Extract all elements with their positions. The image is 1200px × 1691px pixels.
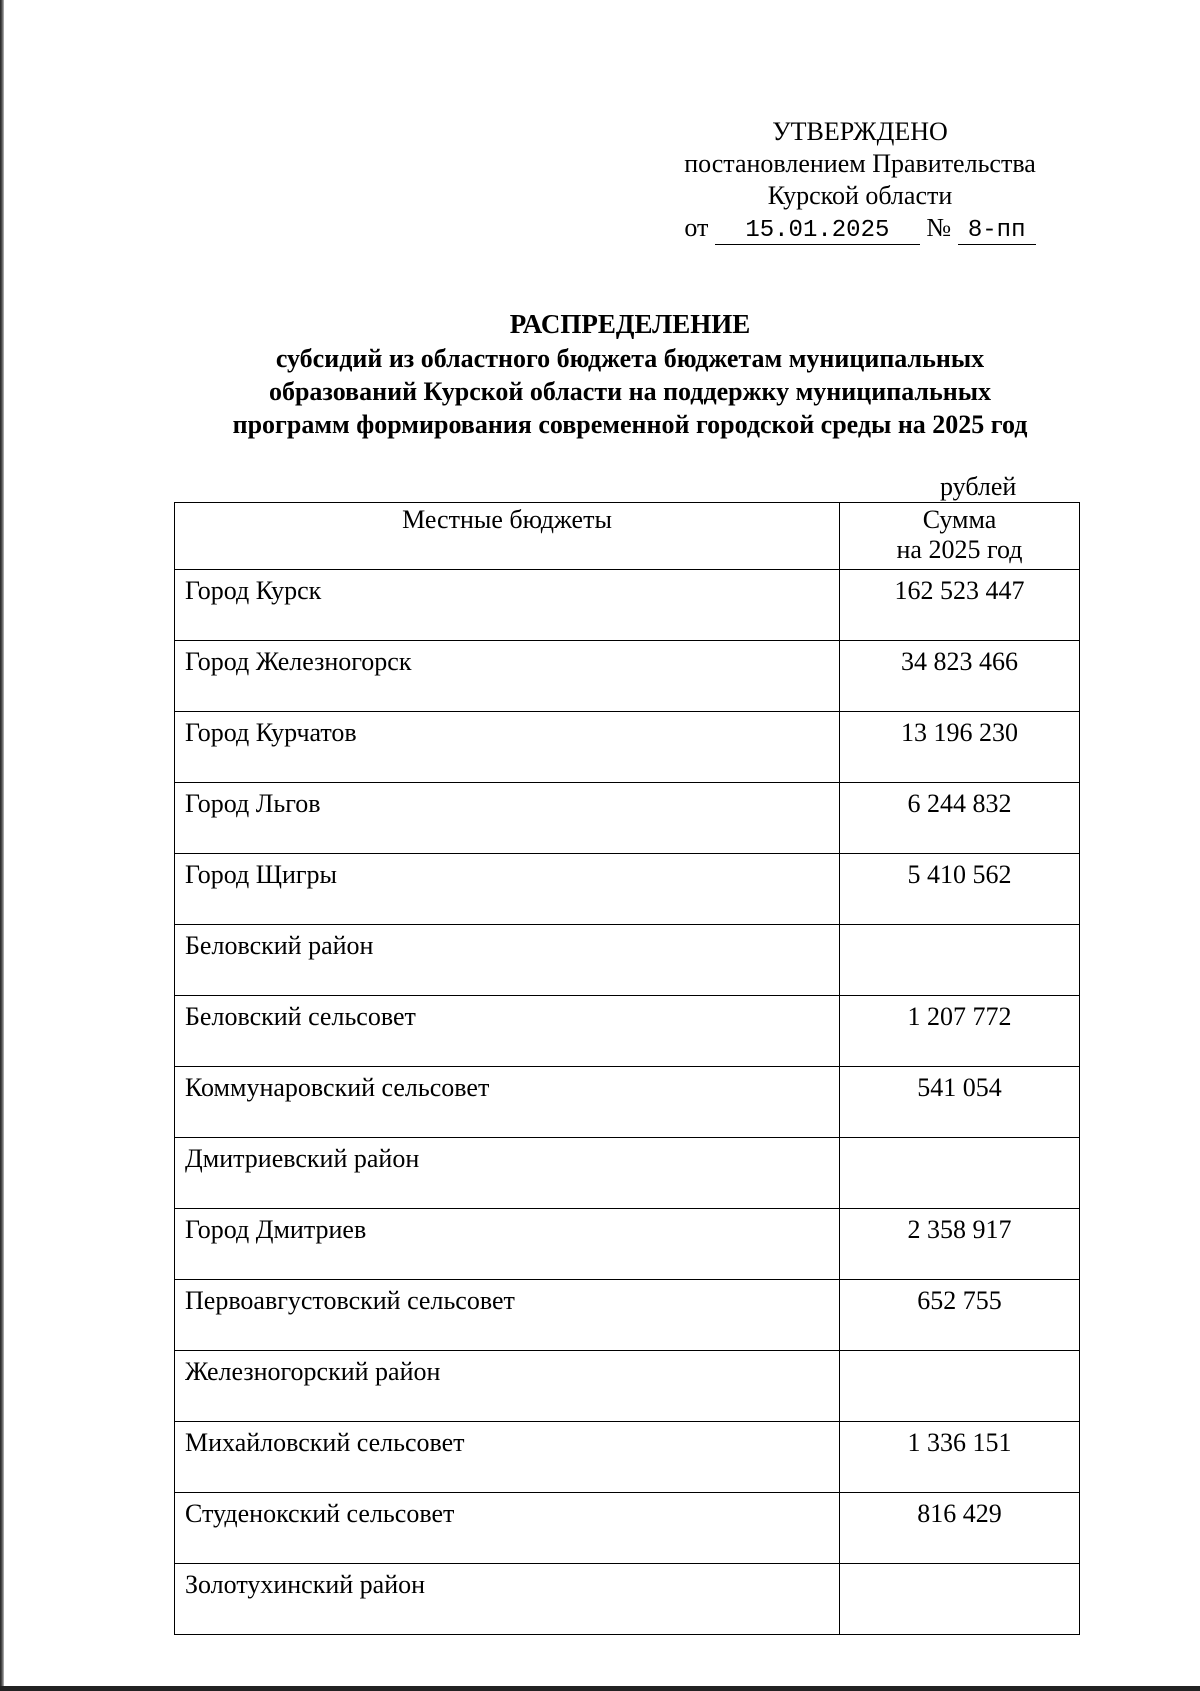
table-row	[175, 925, 1080, 996]
table-row	[175, 1422, 1080, 1493]
budget-table	[174, 502, 1080, 1635]
scan-edge	[0, 0, 4, 1691]
table-row	[175, 1351, 1080, 1422]
row-name: Город Дмитриев	[175, 1209, 840, 1280]
header-sum	[840, 503, 1080, 570]
table-row	[175, 996, 1080, 1067]
row-sum: 6 244 832	[840, 783, 1080, 854]
table-row	[175, 641, 1080, 712]
table-header-row	[175, 503, 1080, 570]
row-name: Дмитриевский район	[175, 1138, 840, 1209]
approved-by-line1: постановлением Правительства	[684, 149, 1036, 178]
table-row	[175, 1564, 1080, 1635]
row-sum	[840, 1564, 1080, 1635]
approved-label: УТВЕРЖДЕНО	[772, 117, 948, 146]
row-sum: 541 054	[840, 1067, 1080, 1138]
row-name: Город Курск	[175, 570, 840, 641]
row-sum	[840, 1138, 1080, 1209]
row-sum: 13 196 230	[840, 712, 1080, 783]
row-name: Железногорский район	[175, 1351, 840, 1422]
row-name: Беловский сельсовет	[175, 996, 840, 1067]
table-row	[175, 1493, 1080, 1564]
row-sum: 2 358 917	[840, 1209, 1080, 1280]
row-sum: 1 336 151	[840, 1422, 1080, 1493]
title-main: РАСПРЕДЕЛЕНИЕ	[509, 309, 751, 339]
row-sum: 1 207 772	[840, 996, 1080, 1067]
table-row	[175, 854, 1080, 925]
row-sum: 34 823 466	[840, 641, 1080, 712]
header-local-budgets: Местные бюджеты	[175, 503, 840, 570]
approval-number: 8-пп	[958, 218, 1036, 245]
row-sum: 5 410 562	[840, 854, 1080, 925]
number-label: №	[926, 213, 952, 242]
row-name: Золотухинский район	[175, 1564, 840, 1635]
row-name: Город Железногорск	[175, 641, 840, 712]
document-title	[150, 308, 1110, 441]
row-name: Город Курчатов	[175, 712, 840, 783]
table-row	[175, 1209, 1080, 1280]
row-sum	[840, 925, 1080, 996]
table-row	[175, 570, 1080, 641]
title-line-3: программ формирования современной городской среды на 2025 год	[232, 410, 1028, 439]
row-name: Коммунаровский сельсовет	[175, 1067, 840, 1138]
unit-label: рублей	[940, 472, 1017, 501]
from-label: от	[684, 213, 709, 242]
row-name: Первоавгустовский сельсовет	[175, 1280, 840, 1351]
approval-stamp-block	[660, 116, 1060, 245]
table-body	[175, 570, 1080, 1635]
title-line-2: образований Курской области на поддержку муниципальных	[268, 377, 992, 406]
row-sum: 652 755	[840, 1280, 1080, 1351]
table-row	[175, 1067, 1080, 1138]
approval-date-line	[660, 212, 1060, 245]
header-sum-line2: на 2025 год	[896, 535, 1023, 564]
row-name: Студенокский сельсовет	[175, 1493, 840, 1564]
scan-edge-bottom	[0, 1686, 1200, 1691]
row-sum	[840, 1351, 1080, 1422]
table-row	[175, 783, 1080, 854]
table-row	[175, 1138, 1080, 1209]
row-sum: 816 429	[840, 1493, 1080, 1564]
approved-by-line2: Курской области	[767, 181, 953, 210]
approval-date: 15.01.2025	[715, 218, 920, 245]
table-row	[175, 1280, 1080, 1351]
header-sum-line1: Сумма	[922, 505, 997, 534]
row-sum: 162 523 447	[840, 570, 1080, 641]
row-name: Город Льгов	[175, 783, 840, 854]
row-name: Михайловский сельсовет	[175, 1422, 840, 1493]
row-name: Беловский район	[175, 925, 840, 996]
table-row	[175, 712, 1080, 783]
title-line-1: субсидий из областного бюджета бюджетам муниципальных	[275, 344, 985, 373]
row-name: Город Щигры	[175, 854, 840, 925]
